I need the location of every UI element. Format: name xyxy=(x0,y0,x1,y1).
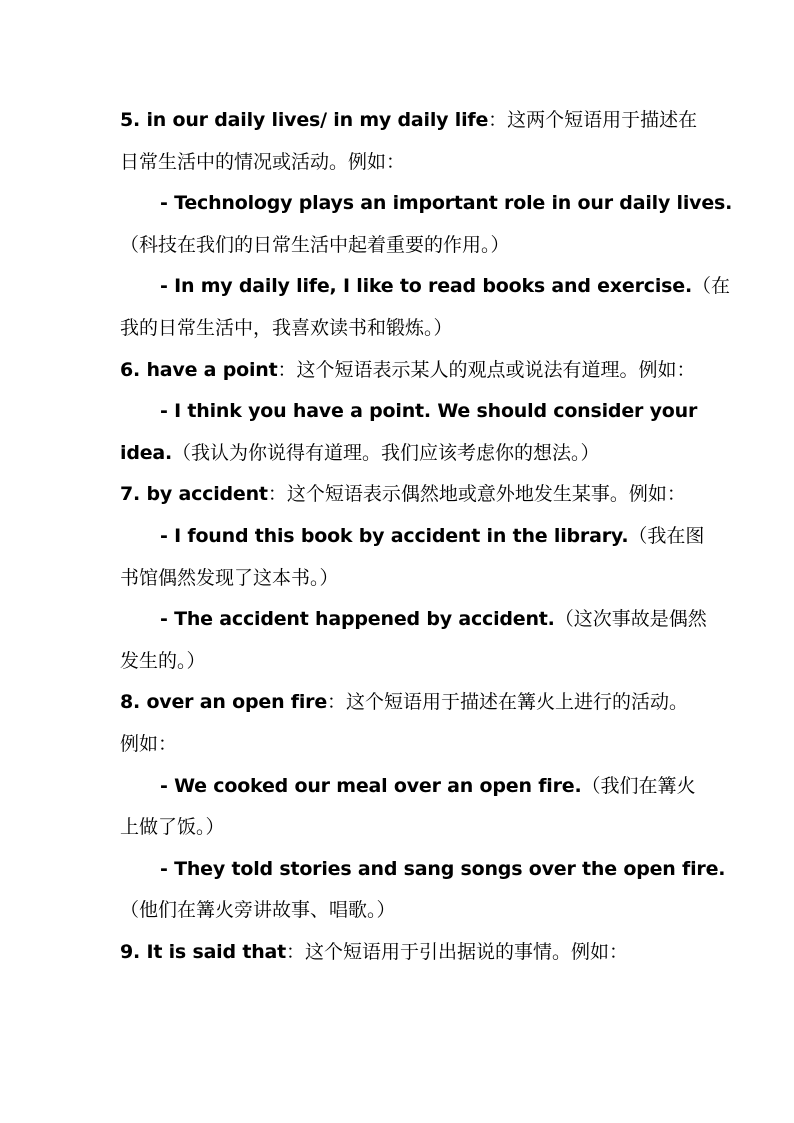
example-line xyxy=(120,849,726,891)
chinese-text: 日常生活中的情况或活动。例如： xyxy=(120,150,406,173)
text-line xyxy=(120,724,680,766)
chinese-text: （在 xyxy=(691,275,730,298)
english-text: 9. It is said that xyxy=(120,940,287,963)
chinese-text: （我认为你说得有道理。我们应该考虑你的想法。） xyxy=(172,441,600,464)
chinese-text: （我在图 xyxy=(628,524,705,547)
example-line xyxy=(120,391,698,433)
english-text: - I found this book by accident in the library. xyxy=(160,524,629,547)
text-line xyxy=(120,932,680,974)
english-text: - They told stories and sang songs over the open fire. xyxy=(160,857,726,880)
english-text: 7. by accident xyxy=(120,483,268,506)
text-line xyxy=(120,308,680,350)
example-line xyxy=(120,516,705,558)
text-line xyxy=(120,100,698,142)
text-line xyxy=(120,807,680,849)
chinese-text: ：这个短语用于引出据说的事情。例如： xyxy=(286,940,629,963)
english-text: - We cooked our meal over an open fire. xyxy=(160,774,582,797)
english-text: - I think you have a point. We should consider your xyxy=(160,400,698,423)
text-line xyxy=(120,350,696,392)
text-line xyxy=(120,890,680,932)
english-text: 5. in our daily lives/ in my daily life xyxy=(120,109,489,131)
chinese-text: （他们在篝火旁讲故事、唱歌。） xyxy=(120,899,396,922)
chinese-text: ：这个短语用于描述在篝火上进行的活动。 xyxy=(327,691,689,714)
document-page xyxy=(120,100,733,973)
chinese-text: 发生的。） xyxy=(120,649,206,672)
english-text: 6. have a point xyxy=(120,358,278,381)
text-line xyxy=(120,641,680,683)
chinese-text: 我的日常生活中，我喜欢读书和锻炼。） xyxy=(120,316,453,339)
chinese-text: ：这个短语表示某人的观点或说法有道理。例如： xyxy=(277,358,696,381)
chinese-text: ：这两个短语用于描述在 xyxy=(488,109,698,131)
example-line xyxy=(120,599,707,641)
chinese-text: （我们在篝火 xyxy=(581,774,696,797)
text-line xyxy=(120,558,680,600)
text-line xyxy=(120,225,680,267)
english-text: idea. xyxy=(120,441,173,464)
english-text: - Technology plays an important role in our daily lives. xyxy=(160,192,733,215)
example-line xyxy=(120,766,696,808)
text-line xyxy=(120,474,686,516)
chinese-text: 例如： xyxy=(120,732,178,755)
chinese-text: ：这个短语表示偶然地或意外地发生某事。例如： xyxy=(267,483,686,506)
example-line xyxy=(120,183,733,225)
english-text: - In my daily life, I like to read books and exercise. xyxy=(160,275,692,298)
english-text: - The accident happened by accident. xyxy=(160,608,555,631)
chinese-text: 上做了饭。） xyxy=(120,816,225,839)
chinese-text: （这次事故是偶然 xyxy=(554,608,707,631)
text-line xyxy=(120,142,680,184)
english-text: 8. over an open fire xyxy=(120,691,328,714)
example-line xyxy=(120,266,730,308)
text-line xyxy=(120,433,680,475)
text-line xyxy=(120,682,689,724)
chinese-text: （科技在我们的日常生活中起着重要的作用。） xyxy=(120,233,510,256)
chinese-text: 书馆偶然发现了这本书。） xyxy=(120,566,339,589)
